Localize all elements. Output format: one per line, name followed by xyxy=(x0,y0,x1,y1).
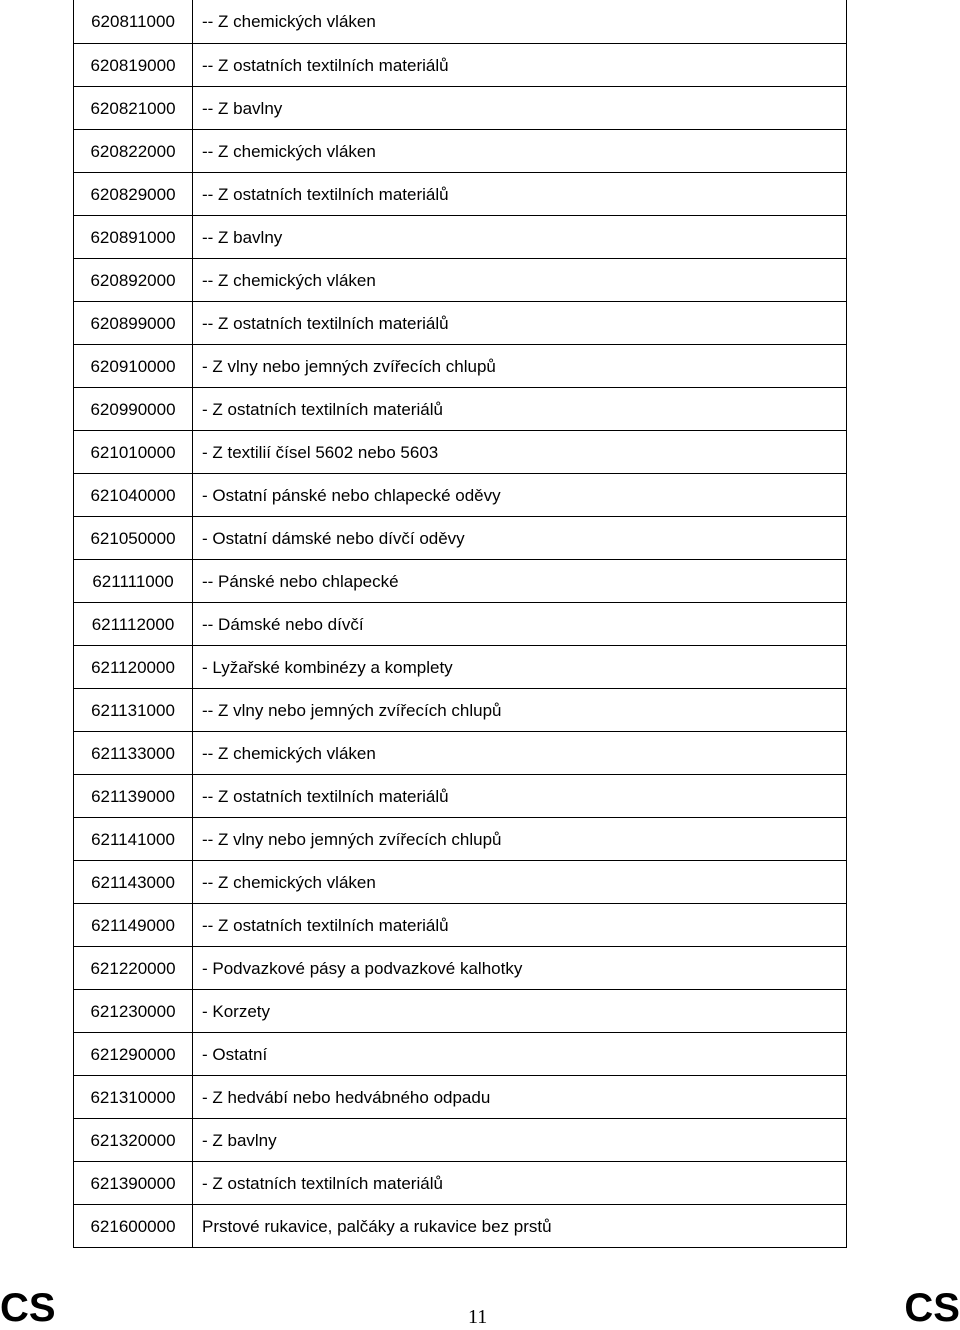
table-row xyxy=(74,775,847,818)
table-row xyxy=(74,646,847,689)
table-row xyxy=(74,302,847,345)
code-cell: 621010000 xyxy=(74,431,193,474)
language-code-right: CS xyxy=(904,1286,960,1330)
description-cell: - Z bavlny xyxy=(193,1119,847,1162)
table-row xyxy=(74,130,847,173)
code-cell: 621600000 xyxy=(74,1205,193,1248)
code-cell: 621112000 xyxy=(74,603,193,646)
code-cell: 621040000 xyxy=(74,474,193,517)
table-row xyxy=(74,517,847,560)
description-cell: - Podvazkové pásy a podvazkové kalhotky xyxy=(193,947,847,990)
code-cell: 620821000 xyxy=(74,87,193,130)
table-row xyxy=(74,431,847,474)
code-cell: 620990000 xyxy=(74,388,193,431)
table-row xyxy=(74,1033,847,1076)
description-cell: -- Z bavlny xyxy=(193,87,847,130)
code-cell: 621050000 xyxy=(74,517,193,560)
description-cell: - Z hedvábí nebo hedvábného odpadu xyxy=(193,1076,847,1119)
description-cell: -- Z ostatních textilních materiálů xyxy=(193,904,847,947)
table-body xyxy=(74,0,847,1248)
description-cell: -- Z chemických vláken xyxy=(193,259,847,302)
code-cell: 620899000 xyxy=(74,302,193,345)
table-row xyxy=(74,474,847,517)
description-cell: -- Pánské nebo chlapecké xyxy=(193,560,847,603)
code-cell: 621143000 xyxy=(74,861,193,904)
table-row xyxy=(74,689,847,732)
table-row xyxy=(74,259,847,302)
table-row xyxy=(74,345,847,388)
code-cell: 620829000 xyxy=(74,173,193,216)
description-cell: - Lyžařské kombinézy a komplety xyxy=(193,646,847,689)
code-cell: 621133000 xyxy=(74,732,193,775)
table-row xyxy=(74,216,847,259)
code-cell: 621131000 xyxy=(74,689,193,732)
description-cell: -- Z chemických vláken xyxy=(193,732,847,775)
description-cell: -- Z vlny nebo jemných zvířecích chlupů xyxy=(193,818,847,861)
description-cell: Prstové rukavice, palčáky a rukavice bez prstů xyxy=(193,1205,847,1248)
code-cell: 621111000 xyxy=(74,560,193,603)
code-cell: 621139000 xyxy=(74,775,193,818)
description-cell: -- Z ostatních textilních materiálů xyxy=(193,44,847,87)
code-cell: 621290000 xyxy=(74,1033,193,1076)
code-cell: 621320000 xyxy=(74,1119,193,1162)
table-row xyxy=(74,904,847,947)
table-row xyxy=(74,947,847,990)
description-cell: - Z vlny nebo jemných zvířecích chlupů xyxy=(193,345,847,388)
description-cell: -- Z ostatních textilních materiálů xyxy=(193,302,847,345)
description-cell: -- Dámské nebo dívčí xyxy=(193,603,847,646)
description-cell: -- Z chemických vláken xyxy=(193,130,847,173)
code-cell: 621120000 xyxy=(74,646,193,689)
description-cell: - Ostatní xyxy=(193,1033,847,1076)
table-row xyxy=(74,87,847,130)
table-row xyxy=(74,1076,847,1119)
code-cell: 620819000 xyxy=(74,44,193,87)
table-row xyxy=(74,732,847,775)
code-cell: 621149000 xyxy=(74,904,193,947)
description-cell: -- Z ostatních textilních materiálů xyxy=(193,173,847,216)
code-cell: 621310000 xyxy=(74,1076,193,1119)
description-cell: - Ostatní pánské nebo chlapecké oděvy xyxy=(193,474,847,517)
description-cell: -- Z vlny nebo jemných zvířecích chlupů xyxy=(193,689,847,732)
table-row xyxy=(74,861,847,904)
table-row xyxy=(74,0,847,44)
code-cell: 621141000 xyxy=(74,818,193,861)
description-cell: - Z ostatních textilních materiálů xyxy=(193,388,847,431)
page-number: 11 xyxy=(468,1306,488,1328)
table-row xyxy=(74,818,847,861)
description-cell: - Z ostatních textilních materiálů xyxy=(193,1162,847,1205)
table-row xyxy=(74,560,847,603)
code-cell: 620892000 xyxy=(74,259,193,302)
code-cell: 620811000 xyxy=(74,0,193,44)
table-row xyxy=(74,1162,847,1205)
table-row xyxy=(74,1119,847,1162)
table-row xyxy=(74,173,847,216)
description-cell: - Z textilií čísel 5602 nebo 5603 xyxy=(193,431,847,474)
code-cell: 620910000 xyxy=(74,345,193,388)
code-cell: 621220000 xyxy=(74,947,193,990)
description-cell: -- Z ostatních textilních materiálů xyxy=(193,775,847,818)
tariff-code-table xyxy=(73,0,847,1248)
description-cell: -- Z chemických vláken xyxy=(193,861,847,904)
description-cell: -- Z chemických vláken xyxy=(193,0,847,44)
language-code-left: CS xyxy=(0,1286,56,1330)
description-cell: - Ostatní dámské nebo dívčí oděvy xyxy=(193,517,847,560)
table-row xyxy=(74,388,847,431)
table-row xyxy=(74,990,847,1033)
code-cell: 621230000 xyxy=(74,990,193,1033)
table-row xyxy=(74,603,847,646)
code-cell: 620891000 xyxy=(74,216,193,259)
code-cell: 621390000 xyxy=(74,1162,193,1205)
description-cell: -- Z bavlny xyxy=(193,216,847,259)
table-row xyxy=(74,44,847,87)
table-row xyxy=(74,1205,847,1248)
code-cell: 620822000 xyxy=(74,130,193,173)
description-cell: - Korzety xyxy=(193,990,847,1033)
